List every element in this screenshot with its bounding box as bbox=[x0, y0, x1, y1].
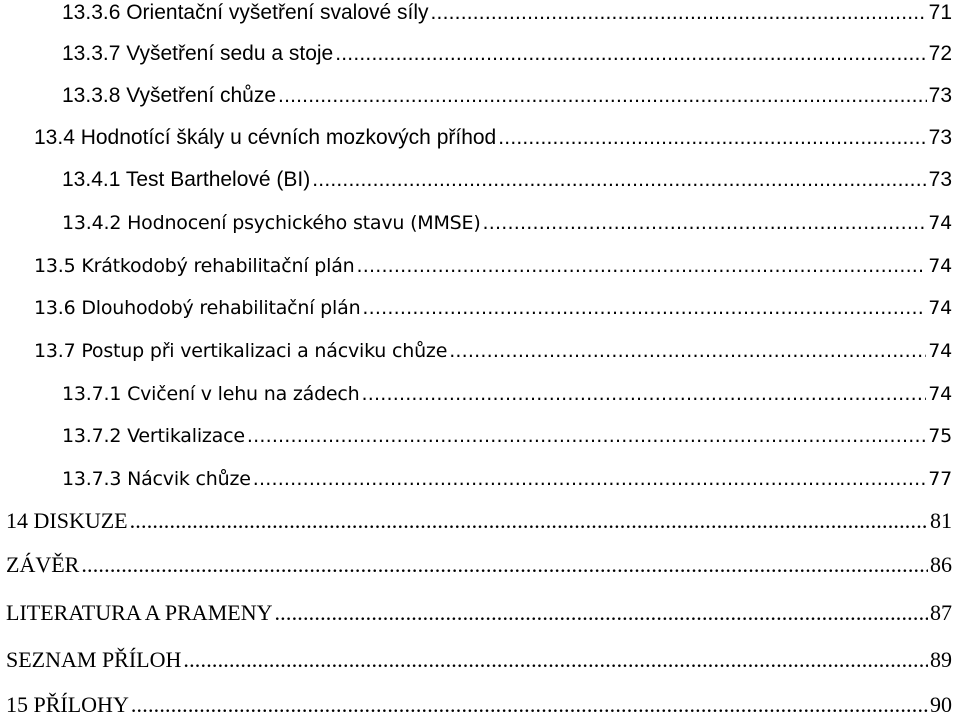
toc-entry-title: 13.4.2 Hodnocení psychického stavu (MMSE) bbox=[62, 212, 481, 234]
toc-entry[interactable] bbox=[0, 291, 952, 325]
toc-entry-leader bbox=[278, 79, 927, 113]
toc-entry-leader bbox=[247, 419, 926, 453]
toc-entry[interactable] bbox=[0, 596, 952, 630]
toc-entry-page: 74 bbox=[928, 255, 952, 277]
toc-entry-title: 13.7.3 Nácvik chůze bbox=[62, 468, 251, 490]
toc-entry-page: 90 bbox=[930, 692, 952, 717]
toc-entry-page: 74 bbox=[928, 297, 952, 319]
toc-entry-leader bbox=[131, 688, 928, 722]
toc-entry-leader bbox=[449, 334, 926, 368]
toc-entry-title: SEZNAM PŘÍLOH bbox=[6, 647, 182, 672]
toc-entry-page: 72 bbox=[928, 42, 952, 65]
toc-entry[interactable] bbox=[0, 249, 952, 283]
toc-entry-leader bbox=[356, 249, 926, 283]
toc-entry-leader bbox=[498, 121, 926, 155]
toc-entry[interactable] bbox=[0, 163, 952, 197]
toc-entry[interactable] bbox=[0, 377, 952, 411]
toc-entry[interactable] bbox=[0, 504, 952, 538]
toc-entry[interactable] bbox=[0, 643, 952, 677]
toc-entry-leader bbox=[362, 291, 926, 325]
toc-entry-title: 13.3.8 Vyšetření chůze bbox=[62, 84, 277, 107]
toc-entry-title: 13.5 Krátkodobý rehabilitační plán bbox=[34, 255, 355, 277]
toc-entry[interactable] bbox=[0, 206, 952, 240]
toc-entry[interactable] bbox=[0, 79, 952, 113]
toc-entry-leader bbox=[253, 462, 926, 496]
toc-entry-title: LITERATURA A PRAMENY bbox=[6, 600, 273, 625]
toc-entry[interactable] bbox=[0, 121, 952, 155]
toc-entry-page: 73 bbox=[928, 126, 952, 149]
toc-entry-page: 71 bbox=[928, 1, 952, 24]
toc-entry-title: 13.7.2 Vertikalizace bbox=[62, 425, 245, 447]
toc-entry[interactable] bbox=[0, 37, 952, 71]
toc-entry-page: 75 bbox=[928, 425, 952, 447]
toc-entry-leader bbox=[312, 163, 926, 197]
toc-entry-page: 87 bbox=[930, 600, 952, 625]
toc-entry-title: 13.4.1 Test Barthelové (BI) bbox=[62, 168, 311, 191]
toc-entry-page: 74 bbox=[928, 340, 952, 362]
toc-entry-page: 73 bbox=[928, 84, 952, 107]
toc-entry-leader bbox=[431, 0, 927, 30]
toc-entry[interactable] bbox=[0, 419, 952, 453]
toc-entry-leader bbox=[483, 206, 927, 240]
toc-entry-leader bbox=[81, 548, 928, 582]
toc-entry-title: 13.6 Dlouhodobý rehabilitační plán bbox=[34, 297, 361, 319]
toc-entry-title: 13.7.1 Cvičení v lehu na zádech bbox=[62, 383, 360, 405]
toc-entry-title: 13.3.6 Orientační vyšetření svalové síly bbox=[62, 1, 429, 24]
toc-entry-page: 89 bbox=[930, 647, 952, 672]
toc-entry-page: 73 bbox=[928, 168, 952, 191]
toc-entry-leader bbox=[274, 596, 928, 630]
toc-entry-page: 74 bbox=[928, 212, 952, 234]
toc-entry-leader bbox=[183, 643, 928, 677]
toc-entry-leader bbox=[335, 37, 926, 71]
toc-entry-title: 13.7 Postup při vertikalizaci a nácviku chůze bbox=[34, 340, 448, 362]
toc-entry-page: 77 bbox=[928, 468, 952, 490]
toc-entry-leader bbox=[362, 377, 927, 411]
toc-entry-page: 74 bbox=[928, 383, 952, 405]
toc-entry-leader bbox=[130, 504, 928, 538]
toc-entry[interactable] bbox=[0, 688, 952, 722]
toc-entry-title: ZÁVĚR bbox=[6, 552, 80, 577]
toc-entry-title: 15 PŘÍLOHY bbox=[6, 692, 129, 717]
toc-entry[interactable] bbox=[0, 462, 952, 496]
toc-entry[interactable] bbox=[0, 0, 952, 30]
toc-entry-page: 86 bbox=[930, 552, 952, 577]
toc-entry-title: 14 DISKUZE bbox=[6, 508, 128, 533]
toc-entry[interactable] bbox=[0, 334, 952, 368]
toc-entry-title: 13.3.7 Vyšetření sedu a stoje bbox=[62, 42, 334, 65]
toc-entry-page: 81 bbox=[930, 508, 952, 533]
toc-entry-title: 13.4 Hodnotící škály u cévních mozkových příhod bbox=[34, 126, 497, 149]
toc-entry[interactable] bbox=[0, 548, 952, 582]
